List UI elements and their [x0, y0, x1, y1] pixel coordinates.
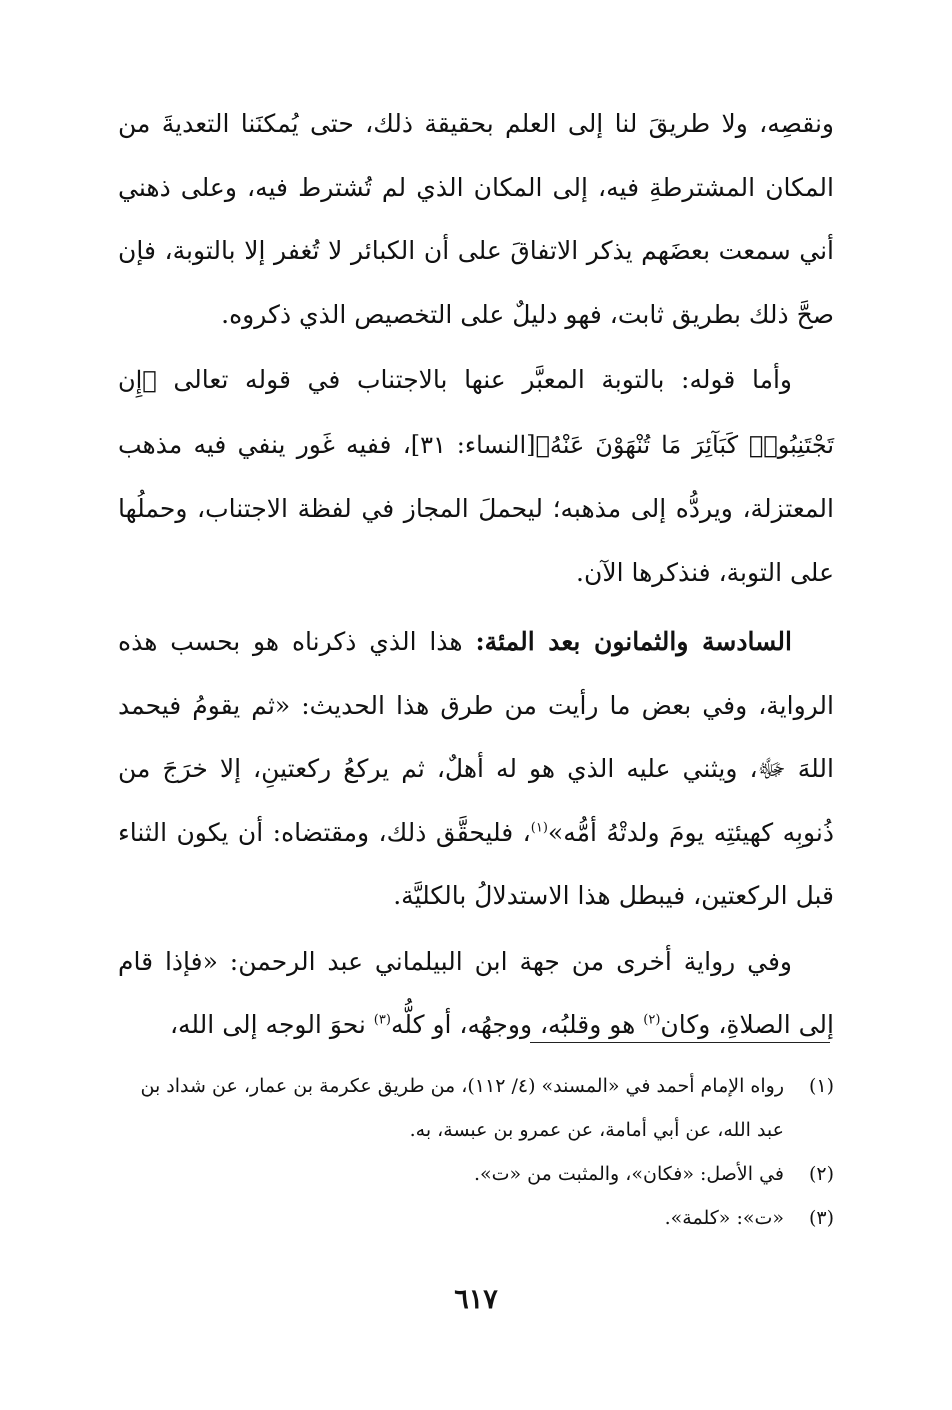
paragraph-3-text-a: هذا الذي ذكرناه هو بحسب هذه الرواية، وفي بعض ما رأيت من طرق هذا الحديث: «ثم يقومُ فيحمد اللهَ ﷻ، ويثني عليه الذي هو له أهلٌ، ثم يركعُ ركعتينِ، إلا خرَجَ من ذُنوبِه كهيئتِه يومَ ولدتْهُ أمُّه»: [118, 627, 834, 847]
paragraph-2: [118, 348, 834, 604]
footnote-number: (٢): [808, 1163, 834, 1185]
paragraph-4-text-b: هو وقلبُه، ووجهُه، أو كلُّه: [390, 1010, 644, 1039]
page-number: ٦١٧: [454, 1284, 498, 1315]
paragraph-1: [118, 92, 834, 346]
footnotes: [118, 1064, 834, 1240]
footnote-divider: [530, 1042, 830, 1043]
paragraph-4: [118, 930, 834, 1057]
paragraph-4-text-a: وفي رواية أخرى من جهة ابن البيلماني عبد الرحمن: «فإذا قام إلى الصلاةِ، وكان: [118, 946, 834, 1039]
footnote-ref-1: (١): [530, 820, 548, 836]
main-text: [118, 92, 834, 1057]
footnote-2: [118, 1152, 834, 1196]
footnote-number: (٣): [808, 1207, 834, 1229]
section-heading: السادسة والثمانون بعد المئة:: [475, 627, 792, 656]
footnote-1: [118, 1064, 834, 1152]
footnote-ref-3: (٣): [373, 1012, 391, 1028]
paragraph-1-text: ونقصِه، ولا طريقَ لنا إلى العلم بحقيقة ذلك، حتى يُمكنَنا التعديةَ من المكان المشترطةِ فيه، إلى المكان الذي لم تُشترط فيه، وعلى ذهني أني سمعت بعضَهم يذكر الاتفاقَ على أن الكبائر لا تُغفر إلا بالتوبة، فإن صحَّ ذلك بطريق ثابت، فهو دليلٌ على التخصيص الذي ذكروه.: [118, 109, 834, 329]
paragraph-2-text-a: وأما قوله: بالتوبة المعبَّر عنها بالاجتناب في قوله تعالى: [156, 365, 792, 394]
paragraph-3-text-b: ، فليحقَّق ذلك، ومقتضاه: أن يكون الثناء قبل الركعتين، فيبطل هذا الاستدلالُ بالكليَّة.: [118, 817, 834, 910]
footnote-text: في الأصل: «فكان»، والمثبت من «ت».: [473, 1163, 784, 1185]
paragraph-3: [118, 610, 834, 928]
verse-reference: [النساء: ٣١]: [410, 430, 536, 459]
paragraph-2-text-b: ، ففيه غَور ينفي فيه مذهب المعتزلة، ويردُّه إلى مذهبه؛ ليحملَ المجاز في لفظة الاجتناب، وحملُها على التوبة، فنذكرها الآن.: [118, 429, 834, 587]
footnote-text: «ت»: «كلمة».: [664, 1207, 784, 1229]
footnote-ref-2: (٢): [643, 1012, 661, 1028]
footnote-3: [118, 1196, 834, 1240]
quran-verse: ﴿إِن تَجْتَنِبُوا۟ كَبَآئِرَ مَا تُنْهَوْنَ عَنْهُ﴾: [118, 366, 834, 459]
paragraph-4-text-c: نحوَ الوجه إلى الله،: [169, 1010, 374, 1039]
footnote-number: (١): [808, 1075, 834, 1097]
footnote-text: رواه الإمام أحمد في «المسند» (٤/ ١١٢)، من طريق عكرمة بن عمار، عن شداد بن عبد الله، عن أبي أمامة، عن عمرو بن عبسة، به.: [140, 1075, 784, 1141]
